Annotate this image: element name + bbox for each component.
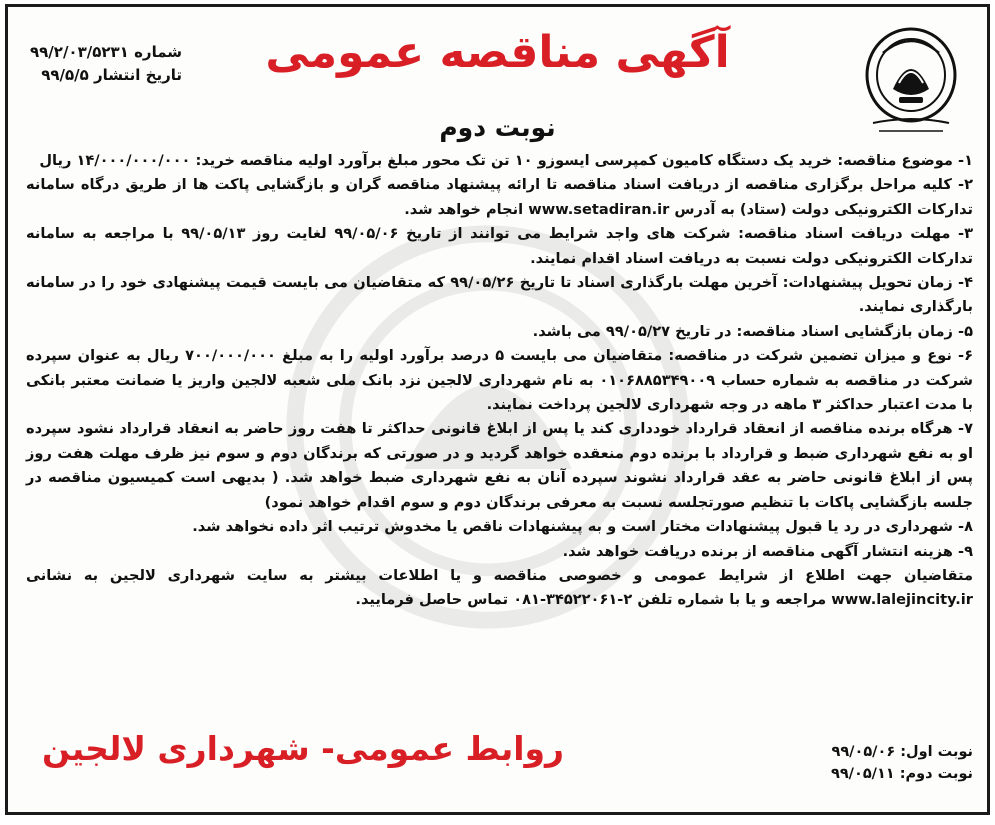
condition-submission-deadline: ۴- زمان تحویل پیشنهادات: آخرین مهلت بارگذاری اسناد تا تاریخ ۹۹/۰۵/۲۶ که متقاضیان می بایست قیمت پیشنهادی خود را در سامانه بارگذاری نمایند. [26, 274, 973, 316]
first-round-date: ۹۹/۰۵/۰۶ [831, 744, 896, 760]
second-round-label: نوبت دوم [905, 766, 973, 782]
publish-date-value: ۹۹/۵/۵ [41, 66, 89, 84]
tender-notice [5, 4, 990, 815]
condition-opening-date: ۵- زمان بازگشایی اسناد مناقصه: در تاریخ ۹۹/۰۵/۲۷ می باشد. [532, 322, 973, 340]
contact-information: متقاضیان جهت اطلاع از شرایط عمومی و خصوصی مناقصه و یا اطلاعات بیشتر به سایت شهرداری لالجین به نشانی www.lalejincity.ir مراجعه و یا با شماره تلفن ۲-۳۴۵۲۲۰۶۱-۰۸۱ تماس حاصل فرمایید. [26, 566, 973, 609]
condition-contract-refusal: ۷- هرگاه برنده مناقصه از انعقاد قرارداد خودداری کند یا پس از ابلاغ قانونی حداکثر تا هفت روز حاضر به انعقاد قرارداد نشود سپرده او به نفع شهرداری ضبط و قرارداد با برنده دوم منعقده خواهد گردید و در صورتی که برندگان دوم و سوم نیز ظرف مهلت هفت روز پس از ابلاغ قانونی حاضر به عقد قرارداد نشوند سپرده آنان به نفع شهرداری ضبط خواهد شد. ( بدیهی است کمیسیون مناقصه در جلسه بازگشایی پاکات با تنظیم صورتجلسه نسبت به معرفی برندگان دوم و سوم اقدام خواهد نمود) [26, 420, 973, 511]
page-title: آگهی مناقصه عمومی [265, 27, 730, 78]
second-round-date: ۹۹/۰۵/۱۱ [830, 766, 895, 782]
reference-number-label: شماره [134, 43, 183, 61]
condition-process: ۲- کلیه مراحل برگزاری مناقصه از دریافت اسناد مناقصه تا ارائه پیشنهاد مناقصه گران و بازگشایی پاکت ها از طریق درگاه سامانه تدارکات الکترونیکی دولت (ستاد) به آدرس www.setadiran.ir انجام خواهد شد. [26, 176, 973, 218]
condition-rejection-right: ۸- شهرداری در رد یا قبول پیشنهادات مختار است و به پیشنهادات ناقص یا مخدوش ترتیب اثر داده نخواهد شد. [192, 518, 973, 536]
tender-conditions [26, 149, 973, 613]
condition-ad-cost: ۹- هزینه انتشار آگهی مناقصه از برنده دریافت خواهد شد. [562, 542, 973, 560]
condition-subject: ۱- موضوع مناقصه: خرید یک دستگاه کامیون کمپرسی ایسوزو ۱۰ تن تک محور مبلغ برآورد اولیه مناقصه خرید: ۱۴/۰۰۰/۰۰۰/۰۰۰ ریال [39, 152, 973, 169]
reference-number-value: ۹۹/۲/۰۳/۵۲۳۱ [30, 43, 129, 61]
first-round-label: نوبت اول [906, 744, 973, 760]
condition-document-deadline: ۳- مهلت دریافت اسناد مناقصه: شرکت های واجد شرایط می توانند از تاریخ ۹۹/۰۵/۰۶ لغایت روز ۹۹/۰۵/۱۳ با مراجعه به سامانه تدارکات الکترونیکی دولت نسبت به دریافت اسناد اقدام نمایند. [26, 225, 974, 267]
first-round: نوبت اول: ۹۹/۰۵/۰۶ [831, 744, 973, 760]
publication-rounds [831, 741, 973, 785]
round-subtitle: نوبت دوم [439, 113, 556, 142]
publish-date-label: تاریخ انتشار [94, 66, 183, 84]
second-round: نوبت دوم: ۹۹/۰۵/۱۱ [830, 766, 973, 782]
condition-guarantee: ۶- نوع و میزان تضمین شرکت در مناقصه: متقاضیان می بایست ۵ درصد برآورد اولیه را به مبلغ ۷۰۰/۰۰۰/۰۰۰ ریال به عنوان سپرده شرکت در مناقصه به شماره حساب ۰۱۰۶۸۸۵۳۴۹۰۰۹ به نام شهرداری لالجین نزد بانک ملی شعبه لالجین واریز یا ضمانت معتبر بانکی با مدت اعتبار حداکثر ۳ ماهه در وجه شهرداری لالجین پرداخت نمایند. [26, 347, 974, 414]
public-relations-signature: روابط عمومی- شهرداری لالجین [42, 729, 565, 768]
